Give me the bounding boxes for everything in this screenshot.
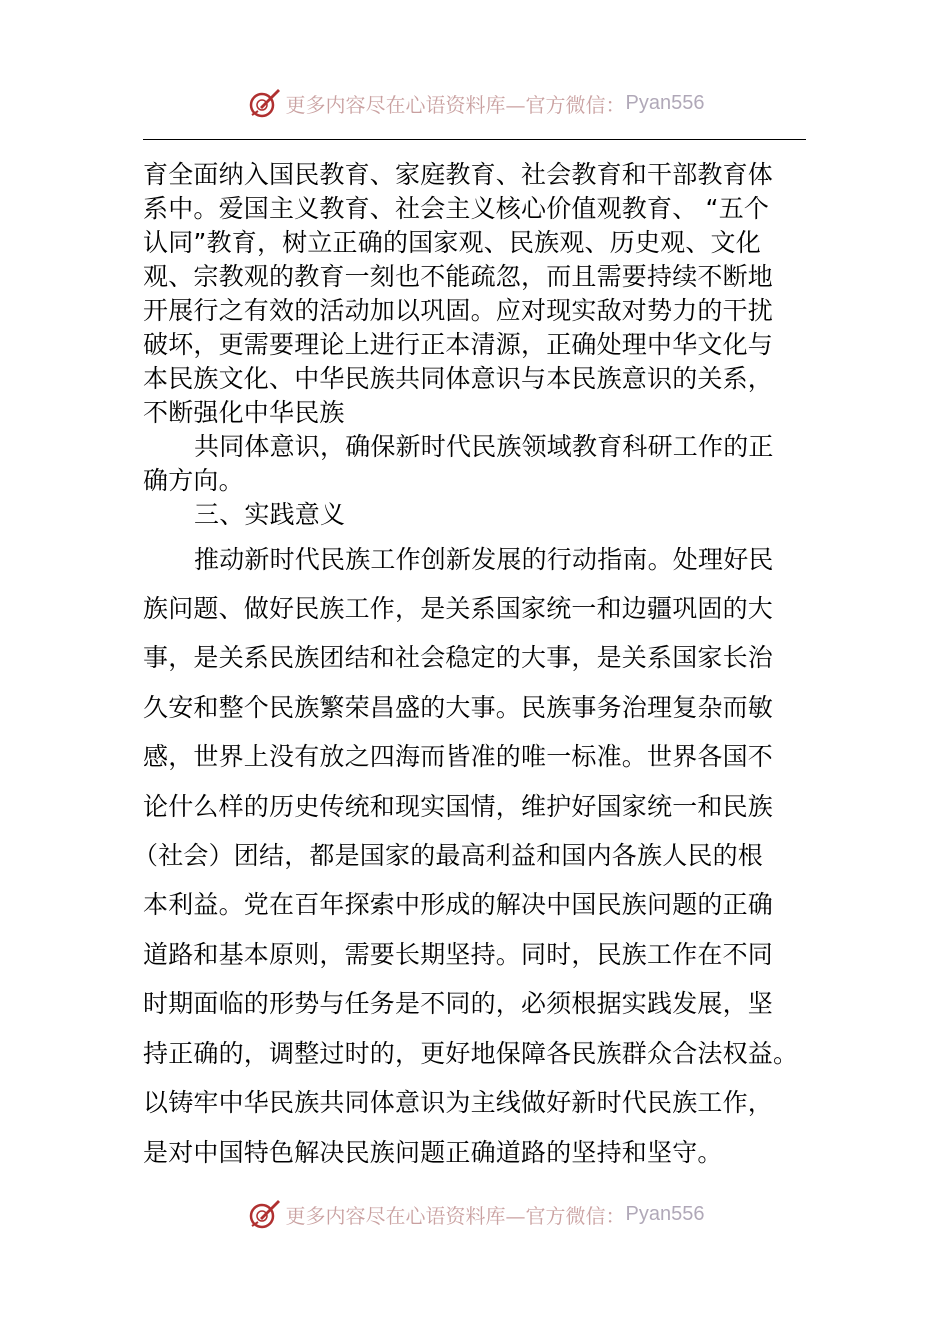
body-line: 破坏，更需要理论上进行正本清源，正确处理中华文化与 (143, 330, 774, 359)
body-line: （社会）团结，都是国家的最高利益和国内各族人民的根 (133, 841, 764, 870)
body-line: 推动新时代民族工作创新发展的行动指南。处理好民 (194, 545, 774, 574)
body-line: 本利益。党在百年探索中形成的解决中国民族问题的正确 (143, 890, 774, 919)
body-line: 认同”教育，树立正确的国家观、民族观、历史观、文化 (143, 228, 761, 257)
body-line: 道路和基本原则，需要长期坚持。同时，民族工作在不同 (143, 940, 774, 969)
body-line: 时期面临的形势与任务是不同的，必须根据实践发展，坚 (143, 989, 774, 1018)
section-heading: 三、实践意义 (194, 500, 346, 529)
body-line: 论什么样的历史传统和现实国情，维护好国家统一和民族 (143, 792, 774, 821)
body-line: 是对中国特色解决民族问题正确道路的坚持和坚守。 (143, 1138, 723, 1167)
footer-banner-id: Pyan556 (625, 1202, 705, 1225)
quill-seal-icon (246, 85, 282, 121)
header-banner (0, 83, 950, 123)
body-line: 开展行之有效的活动加以巩固。应对现实敌对势力的干扰 (143, 296, 774, 325)
footer-banner (0, 1194, 950, 1234)
body-line: 确方向。 (143, 466, 244, 495)
quill-seal-icon (246, 1196, 282, 1232)
header-banner-id: Pyan556 (625, 91, 705, 114)
header-divider (143, 139, 806, 140)
body-line: 本民族文化、中华民族共同体意识与本民族意识的关系， (143, 364, 774, 393)
body-line: 育全面纳入国民教育、家庭教育、社会教育和干部教育体 (143, 160, 774, 189)
body-line: 观、宗教观的教育一刻也不能疏忽，而且需要持续不断地 (143, 262, 774, 291)
body-line: 以铸牢中华民族共同体意识为主线做好新时代民族工作， (143, 1088, 774, 1117)
body-line: 感，世界上没有放之四海而皆准的唯一标准。世界各国不 (143, 742, 774, 771)
body-line: 不断强化中华民族 (143, 398, 345, 427)
footer-banner-text: 更多内容尽在心语资料库—官方微信： (285, 1203, 626, 1228)
body-line: 事，是关系民族团结和社会稳定的大事，是关系国家长治 (143, 643, 774, 672)
body-line: 持正确的，调整过时的，更好地保障各民族群众合法权益。 (143, 1039, 799, 1068)
body-line: 系中。爱国主义教育、社会主义核心价值观教育、 “五个 (143, 194, 770, 223)
header-banner-text: 更多内容尽在心语资料库—官方微信： (285, 92, 626, 117)
body-line: 族问题、做好民族工作，是关系国家统一和边疆巩固的大 (143, 594, 774, 623)
body-line: 共同体意识，确保新时代民族领域教育科研工作的正 (194, 432, 774, 461)
body-line: 久安和整个民族繁荣昌盛的大事。民族事务治理复杂而敏 (143, 693, 774, 722)
